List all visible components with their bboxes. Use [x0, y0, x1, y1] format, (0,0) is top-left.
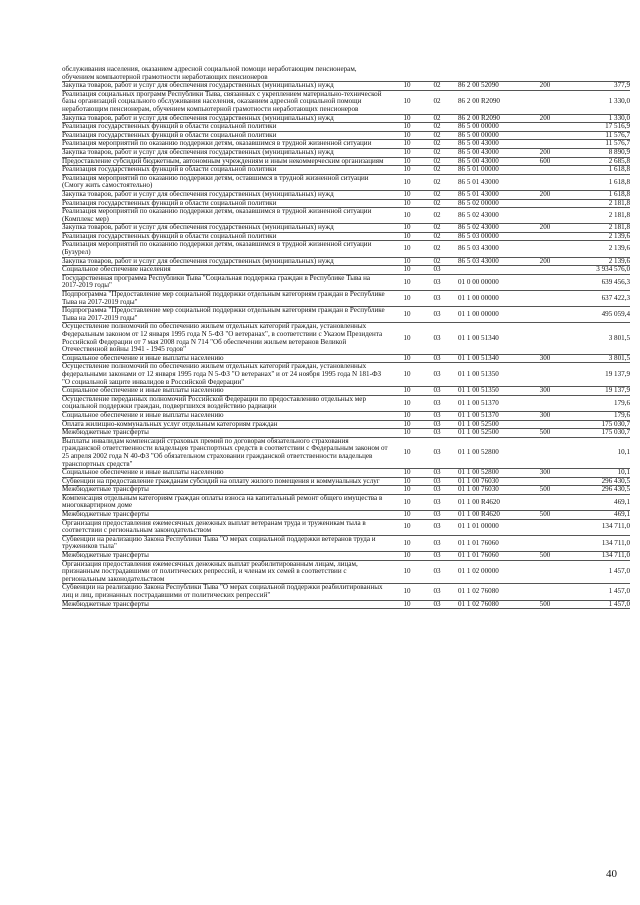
row-subsection: 03 — [433, 369, 441, 378]
row-name: Закупка товаров, работ и услуг для обеспечения государственных (муниципальных) нужд — [62, 147, 334, 156]
row-target-code: 86 5 01 43000 — [458, 189, 499, 198]
row-section: 10 — [403, 538, 411, 547]
row-name: Межбюджетные трансферты — [62, 428, 149, 437]
row-name: Организация предоставления ежемесячных денежных выплат ветеранам труда и труженикам тыла в соответствии с региональным законодательством — [62, 518, 366, 535]
row-section: 10 — [403, 410, 411, 419]
row-amount: 296 430,5 — [601, 476, 630, 485]
row-target-code: 86 2 00 R2090 — [458, 113, 500, 122]
row-target-code: 01 1 01 00000 — [458, 522, 499, 531]
row-amount: 19 137,9 — [605, 386, 630, 395]
row-expense-type: 200 — [539, 256, 551, 265]
row-name: Межбюджетные трансферты — [62, 599, 149, 608]
row-amount: 3 934 576,0 — [596, 265, 630, 274]
row-target-code: 01 1 00 R4620 — [458, 510, 500, 519]
table-row — [62, 601, 630, 610]
row-subsection: 02 — [433, 231, 441, 240]
table-row — [62, 291, 630, 307]
row-amount: 175 030,7 — [601, 419, 630, 428]
row-name: Субвенции на реализацию Закона Республики Тыва "О мерах социальной поддержки реабилитированных лиц и лиц, признанных пострадавшими от политических репрессий" — [62, 583, 383, 599]
row-amount: 469,1 — [614, 510, 630, 519]
table-row — [62, 438, 630, 469]
row-name: Осуществление переданных полномочий Российской Федерации по предоставлению отдельных мер социальной поддержки граждан, подвергшихся воздействию радиации — [62, 394, 366, 411]
row-name: Межбюджетные трансферты — [62, 510, 149, 519]
row-target-code: 86 2 00 52090 — [458, 81, 499, 90]
row-subsection: 03 — [433, 497, 441, 506]
table-row — [62, 561, 630, 585]
row-section: 10 — [403, 189, 411, 198]
row-name: обслуживания населения, оказанием адресной социальной помощи неработающим пенсионерам, обучением компьютерной грамотности неработающих пенсионеров — [62, 65, 357, 81]
row-target-code: 86 5 00 43000 — [458, 147, 499, 156]
row-name: Предоставление субсидий бюджетным, автономным учреждениям и иным некоммерческим организациям — [62, 156, 384, 165]
row-section: 10 — [403, 510, 411, 519]
row-target-code: 86 5 03 43000 — [458, 256, 499, 265]
row-subsection: 02 — [433, 256, 441, 265]
row-target-code: 86 5 02 43000 — [458, 210, 499, 219]
row-amount: 2 139,6 — [608, 231, 630, 240]
row-amount: 639 456,3 — [601, 277, 630, 286]
row-name: Межбюджетные трансферты — [62, 485, 149, 494]
row-name: Социальное обеспечение и иные выплаты населению — [62, 353, 224, 362]
row-target-code: 01 0 00 00000 — [458, 277, 499, 286]
row-amount: 2 181,8 — [608, 210, 630, 219]
row-subsection: 03 — [433, 476, 441, 485]
row-amount: 2 181,8 — [608, 223, 630, 232]
row-name: Реализация мероприятий по оказанию поддержки детям, оставшимся в трудной жизненной ситуации (Смогу жить самостоятельно) — [62, 173, 369, 190]
row-target-code: 86 5 02 00000 — [458, 198, 499, 207]
row-subsection: 03 — [433, 448, 441, 457]
row-amount: 3 801,5 — [608, 353, 630, 362]
page-number: 40 — [606, 868, 617, 880]
table-row — [62, 396, 630, 412]
row-section: 10 — [403, 177, 411, 186]
row-target-code: 01 1 00 51370 — [458, 398, 499, 407]
row-subsection: 03 — [433, 353, 441, 362]
row-section: 10 — [403, 369, 411, 378]
row-name: Реализация социальных программ Республики Тыва, связанных с укреплением материально-технической базы организаций социального обслуживания населения, оказанием адресной социальной помощи неработающим пенсионерам, обучением компьютерной грамотности неработающих пенсионеров — [62, 89, 382, 113]
row-name: Реализация мероприятий по оказанию поддержки детям, оказавшимся в трудной жизненной ситуации — [62, 139, 372, 148]
row-subsection: 02 — [433, 113, 441, 122]
row-expense-type: 300 — [539, 410, 551, 419]
table-row — [62, 91, 630, 115]
row-target-code: 01 1 00 52500 — [458, 428, 499, 437]
row-section: 10 — [403, 165, 411, 174]
row-target-code: 86 5 00 43000 — [458, 139, 499, 148]
row-amount: 1 457,0 — [608, 599, 630, 608]
row-section: 10 — [403, 265, 411, 274]
row-subsection: 02 — [433, 189, 441, 198]
row-amount: 2 139,6 — [608, 256, 630, 265]
row-name: Закупка товаров, работ и услуг для обеспечения государственных (муниципальных) нужд — [62, 113, 334, 122]
row-amount: 134 711,0 — [601, 522, 630, 531]
row-subsection: 03 — [433, 522, 441, 531]
row-name: Закупка товаров, работ и услуг для обеспечения государственных (муниципальных) нужд — [62, 81, 334, 90]
row-target-code: 86 5 01 43000 — [458, 177, 499, 186]
row-section: 10 — [403, 156, 411, 165]
row-section: 10 — [403, 419, 411, 428]
row-target-code: 01 1 00 51340 — [458, 353, 499, 362]
row-subsection: 02 — [433, 122, 441, 131]
row-name: Подпрограмма "Предоставление мер социальной поддержки отдельным категориям граждан в Республике Тыва на 2017-2019 годы" — [62, 290, 385, 306]
row-expense-type: 200 — [539, 81, 551, 90]
row-target-code: 01 1 00 52800 — [458, 448, 499, 457]
row-expense-type: 300 — [539, 353, 551, 362]
table-row — [62, 241, 630, 257]
row-subsection: 03 — [433, 599, 441, 608]
row-target-code: 86 5 01 00000 — [458, 165, 499, 174]
row-name: Реализация мероприятий по оказанию поддержки детям, оказавшимся в трудной жизненной ситуации (Комплекс мер) — [62, 207, 372, 223]
row-target-code: 01 1 02 76080 — [458, 599, 499, 608]
row-subsection: 03 — [433, 310, 441, 319]
row-name: Оплата жилищно-коммунальных услуг отдельным категориям граждан — [62, 419, 278, 428]
row-target-code: 01 1 00 00000 — [458, 310, 499, 319]
row-target-code: 01 1 00 76030 — [458, 476, 499, 485]
row-amount: 134 711,0 — [601, 538, 630, 547]
row-subsection: 03 — [433, 551, 441, 560]
row-section: 10 — [403, 223, 411, 232]
row-section: 10 — [403, 256, 411, 265]
row-section: 10 — [403, 277, 411, 286]
row-target-code: 01 1 01 76060 — [458, 538, 499, 547]
row-amount: 1 457,0 — [608, 587, 630, 596]
row-amount: 1 330,0 — [608, 113, 630, 122]
row-name: Закупка товаров, работ и услуг для обеспечения государственных (муниципальных) нужд — [62, 256, 334, 265]
row-name: Реализация государственных функций в области социальной политики — [62, 122, 277, 131]
row-subsection: 03 — [433, 333, 441, 342]
row-subsection: 02 — [433, 177, 441, 186]
row-section: 10 — [403, 551, 411, 560]
row-section: 10 — [403, 497, 411, 506]
table-row — [62, 307, 630, 323]
row-subsection: 02 — [433, 223, 441, 232]
row-subsection: 02 — [433, 139, 441, 148]
row-expense-type: 600 — [539, 156, 551, 165]
row-name: Компенсация отдельным категориям граждан оплаты взноса на капитальный ремонт общего имущества в многоквартирном доме — [62, 493, 383, 510]
row-name: Социальное обеспечение и иные выплаты населению — [62, 386, 224, 395]
row-name: Реализация государственных функций в области социальной политики — [62, 165, 277, 174]
table-row — [62, 323, 630, 354]
row-amount: 1 618,8 — [608, 177, 630, 186]
row-subsection: 03 — [433, 567, 441, 576]
row-name: Социальное обеспечение и иные выплаты населению — [62, 468, 224, 477]
row-target-code: 86 5 00 00000 — [458, 130, 499, 139]
row-name: Осуществление полномочий по обеспечению жильем отдельных категорий граждан, установленных федеральными законами от 12 января 1995 года N 5-ФЗ "О ветеранах" и от 24 ноября 1995 года N 181-ФЗ "О социальной защите инвалидов в Российской Федерации" — [62, 362, 382, 386]
row-amount: 637 422,3 — [601, 293, 630, 302]
row-target-code: 86 5 02 43000 — [458, 223, 499, 232]
row-name: Осуществление полномочий по обеспечению жильем отдельных категорий граждан, установленных Федеральным законом от 12 января 1995 года N 5-ФЗ "О ветеранах", в соответствии с Указом Президента Российской Федерации от 7 мая 2008 года N 714 "Об обеспечении жильем ветеранов Великой Отечественной войны 1941 - 1945 годов" — [62, 322, 383, 354]
row-amount: 17 516,9 — [605, 122, 630, 131]
row-amount: 1 457,0 — [608, 567, 630, 576]
row-section: 10 — [403, 130, 411, 139]
row-section: 10 — [403, 485, 411, 494]
row-name: Субвенции на предоставление гражданам субсидий на оплату жилого помещения и коммунальных услуг — [62, 476, 380, 485]
row-subsection: 02 — [433, 130, 441, 139]
row-subsection: 02 — [433, 210, 441, 219]
row-section: 10 — [403, 147, 411, 156]
row-expense-type: 500 — [539, 428, 551, 437]
row-name: Выплаты инвалидам компенсаций страховых премий по договорам обязательного страхования гражданской ответственности владельцев транспортных средств в соответствии с Федеральным законом от 25 апреля 2002 года N 40-ФЗ "Об обязательном страховании гражданской ответственности владельцев транспортных средств" — [62, 436, 388, 468]
row-subsection: 03 — [433, 265, 441, 274]
row-name: Субвенции на реализацию Закона Республики Тыва "О мерах социальной поддержки ветеранов труда и тружеников тыла" — [62, 534, 376, 551]
row-section: 10 — [403, 567, 411, 576]
row-name: Реализация государственных функций в области социальной политики — [62, 198, 277, 207]
row-target-code: 01 1 02 76080 — [458, 587, 499, 596]
row-section: 10 — [403, 198, 411, 207]
table-row — [62, 175, 630, 191]
row-name: Реализация государственных функций в области социальной политики — [62, 231, 277, 240]
row-subsection: 02 — [433, 147, 441, 156]
row-name: Подпрограмма "Предоставление мер социальной поддержки отдельным категориям граждан в Республике Тыва на 2017-2019 годы" — [62, 306, 385, 322]
row-section: 10 — [403, 428, 411, 437]
row-section: 10 — [403, 293, 411, 302]
table-row — [62, 208, 630, 224]
row-section: 10 — [403, 122, 411, 131]
table-row — [62, 520, 630, 536]
row-section: 10 — [403, 244, 411, 253]
row-section: 10 — [403, 81, 411, 90]
row-subsection: 02 — [433, 198, 441, 207]
row-amount: 1 330,0 — [608, 97, 630, 106]
row-target-code: 01 1 00 76030 — [458, 485, 499, 494]
table-row — [62, 363, 630, 387]
row-section: 10 — [403, 448, 411, 457]
row-name: Реализация государственных функций в области социальной политики — [62, 130, 277, 139]
row-expense-type: 300 — [539, 386, 551, 395]
row-section: 10 — [403, 476, 411, 485]
row-expense-type: 300 — [539, 468, 551, 477]
row-target-code: 86 5 00 43000 — [458, 156, 499, 165]
row-name: Закупка товаров, работ и услуг для обеспечения государственных (муниципальных) нужд — [62, 189, 334, 198]
row-expense-type: 500 — [539, 551, 551, 560]
row-amount: 2 685,8 — [608, 156, 630, 165]
row-amount: 3 801,5 — [608, 333, 630, 342]
row-expense-type: 200 — [539, 223, 551, 232]
row-target-code: 86 5 03 00000 — [458, 231, 499, 240]
row-subsection: 03 — [433, 419, 441, 428]
row-amount: 10,1 — [617, 448, 630, 457]
row-name: Межбюджетные трансферты — [62, 551, 149, 560]
row-amount: 2 139,6 — [608, 244, 630, 253]
row-target-code: 86 2 00 R2090 — [458, 97, 500, 106]
table-row — [62, 584, 630, 600]
row-amount: 1 618,8 — [608, 189, 630, 198]
row-expense-type: 200 — [539, 113, 551, 122]
row-subsection: 03 — [433, 398, 441, 407]
row-subsection: 03 — [433, 410, 441, 419]
row-subsection: 02 — [433, 165, 441, 174]
row-amount: 179,6 — [614, 398, 630, 407]
row-target-code: 01 1 01 76060 — [458, 551, 499, 560]
row-target-code: 01 1 00 51340 — [458, 333, 499, 342]
row-target-code: 01 1 00 51350 — [458, 369, 499, 378]
row-expense-type: 500 — [539, 485, 551, 494]
row-amount: 8 890,9 — [608, 147, 630, 156]
row-expense-type: 500 — [539, 599, 551, 608]
row-subsection: 03 — [433, 428, 441, 437]
table-row — [62, 275, 630, 291]
row-section: 10 — [403, 231, 411, 240]
row-amount: 10,1 — [617, 468, 630, 477]
table-row — [62, 536, 630, 552]
row-section: 10 — [403, 97, 411, 106]
row-section: 10 — [403, 210, 411, 219]
row-amount: 469,1 — [614, 497, 630, 506]
row-name: Социальное обеспечение населения — [62, 265, 171, 274]
row-amount: 134 711,0 — [601, 551, 630, 560]
row-name: Реализация мероприятий по оказанию поддержки детям, оказавшимся в трудной жизненной ситуации (Бузурел) — [62, 240, 372, 257]
row-subsection: 03 — [433, 386, 441, 395]
row-section: 10 — [403, 599, 411, 608]
row-section: 10 — [403, 468, 411, 477]
row-section: 10 — [403, 310, 411, 319]
table-row — [62, 495, 630, 511]
row-subsection: 03 — [433, 277, 441, 286]
row-amount: 179,6 — [614, 410, 630, 419]
row-target-code: 01 1 00 52800 — [458, 468, 499, 477]
budget-table — [62, 66, 630, 609]
row-target-code: 86 5 00 00000 — [458, 122, 499, 131]
row-target-code: 01 1 02 00000 — [458, 567, 499, 576]
row-amount: 377,9 — [614, 81, 630, 90]
row-target-code: 01 1 00 00000 — [458, 293, 499, 302]
row-amount: 11 576,7 — [605, 139, 630, 148]
row-subsection: 02 — [433, 97, 441, 106]
row-amount: 1 618,8 — [608, 165, 630, 174]
row-amount: 495 059,4 — [601, 310, 630, 319]
row-section: 10 — [403, 398, 411, 407]
row-section: 10 — [403, 522, 411, 531]
row-target-code: 01 1 00 51350 — [458, 386, 499, 395]
row-expense-type: 500 — [539, 510, 551, 519]
row-section: 10 — [403, 353, 411, 362]
row-amount: 11 576,7 — [605, 130, 630, 139]
row-section: 10 — [403, 386, 411, 395]
row-section: 10 — [403, 113, 411, 122]
row-subsection: 03 — [433, 538, 441, 547]
row-target-code: 86 5 03 43000 — [458, 244, 499, 253]
row-amount: 19 137,9 — [605, 369, 630, 378]
row-name: Организация предоставления ежемесячных денежных выплат реабилитированным лицам, лицам, признанным пострадавшими от политических репрессий, и членам их семей в соответствии с региональным законодательством — [62, 559, 358, 583]
row-subsection: 02 — [433, 156, 441, 165]
row-section: 10 — [403, 139, 411, 148]
row-name: Государственная программа Республики Тыва "Социальная поддержка граждан в Республике Тыва на 2017-2019 годы" — [62, 273, 371, 290]
row-subsection: 03 — [433, 293, 441, 302]
row-target-code: 01 1 00 51370 — [458, 410, 499, 419]
row-subsection: 02 — [433, 244, 441, 253]
row-expense-type: 200 — [539, 147, 551, 156]
row-target-code: 01 1 00 52500 — [458, 419, 499, 428]
row-name: Социальное обеспечение и иные выплаты населению — [62, 410, 224, 419]
row-name: Закупка товаров, работ и услуг для обеспечения государственных (муниципальных) нужд — [62, 223, 334, 232]
row-section: 10 — [403, 587, 411, 596]
row-subsection: 03 — [433, 468, 441, 477]
table-row — [62, 66, 630, 82]
row-subsection: 03 — [433, 510, 441, 519]
row-target-code: 01 1 00 R4620 — [458, 497, 500, 506]
row-amount: 296 430,5 — [601, 485, 630, 494]
row-subsection: 03 — [433, 587, 441, 596]
row-section: 10 — [403, 333, 411, 342]
row-expense-type: 200 — [539, 189, 551, 198]
row-subsection: 03 — [433, 485, 441, 494]
row-subsection: 02 — [433, 81, 441, 90]
row-amount: 175 030,7 — [601, 428, 630, 437]
row-amount: 2 181,8 — [608, 198, 630, 207]
